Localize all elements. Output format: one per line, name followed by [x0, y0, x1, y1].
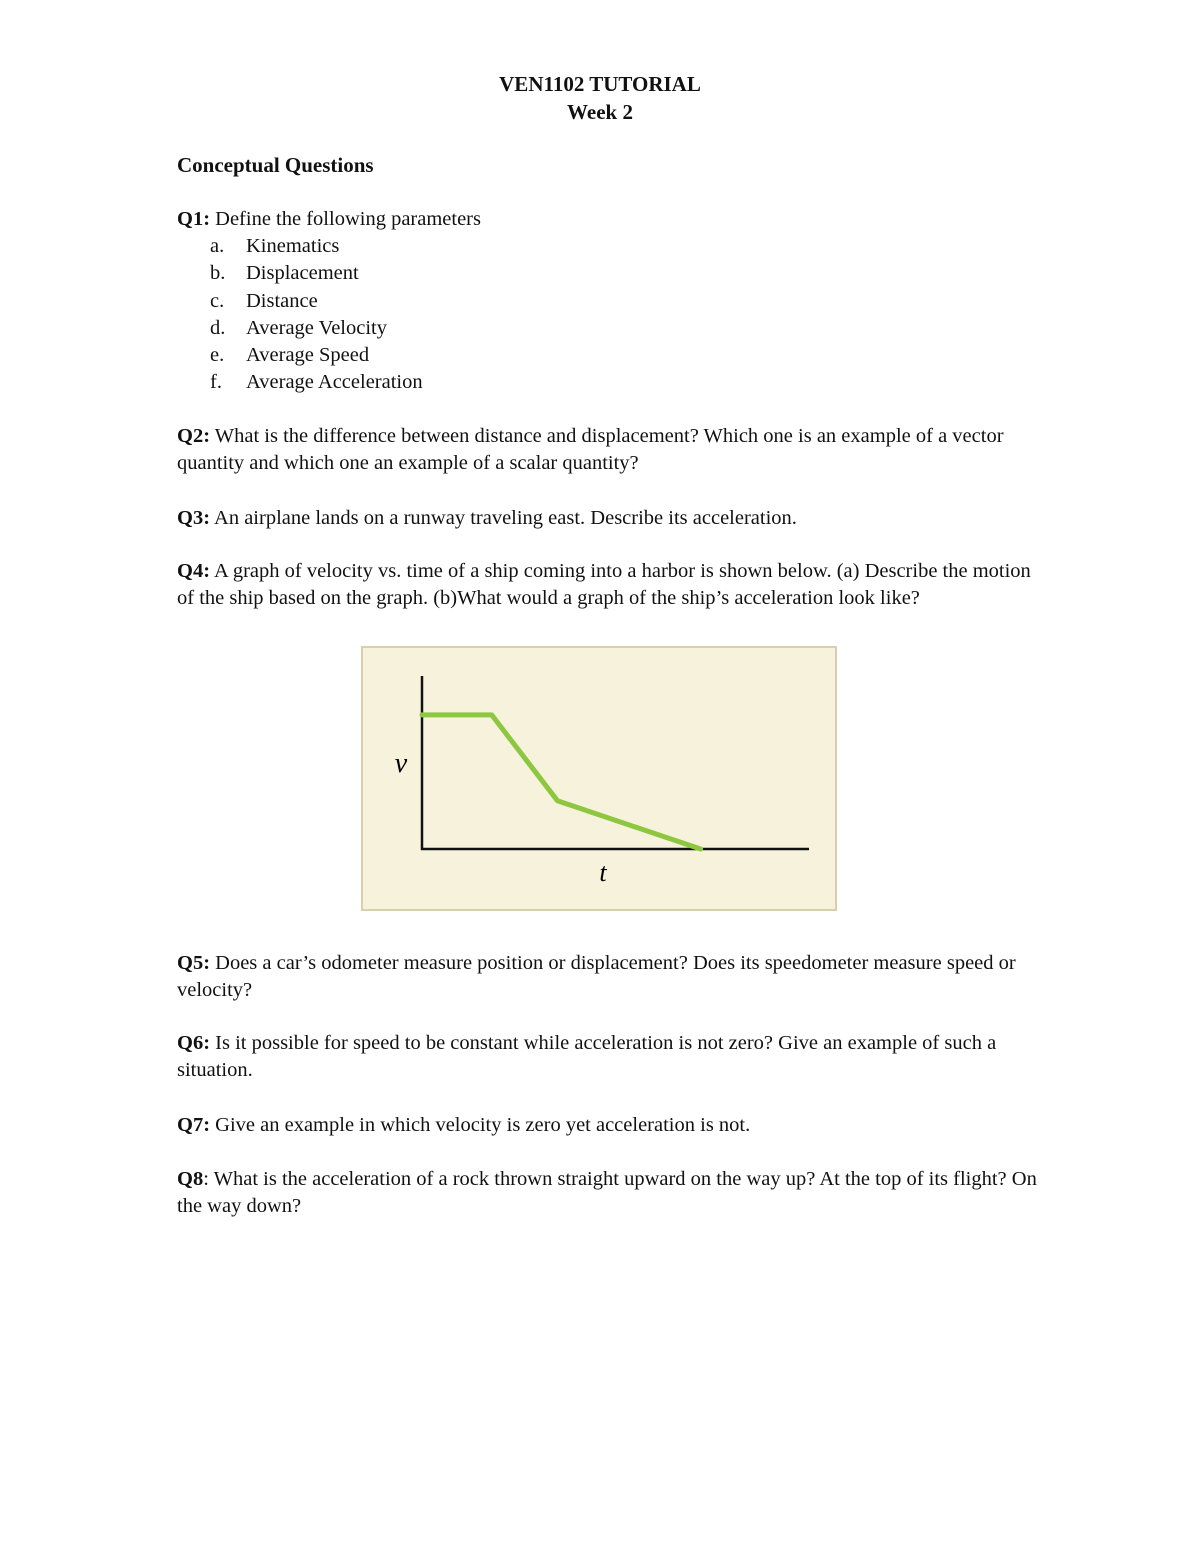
- y-axis-label: v: [394, 748, 408, 779]
- list-item-text: Displacement: [246, 262, 359, 285]
- question-text: Define the following parameters: [210, 208, 481, 230]
- list-item: [210, 233, 423, 260]
- list-item: [210, 369, 423, 396]
- list-marker: c.: [210, 289, 225, 312]
- list-item: [210, 315, 423, 342]
- question-8: [177, 1166, 1037, 1220]
- list-marker: a.: [210, 235, 225, 257]
- velocity-time-chart: [363, 648, 835, 909]
- document-subtitle: Week 2: [567, 100, 633, 124]
- question-text: A graph of velocity vs. time of a ship coming into a harbor is shown below. (a) Describe the motion of the ship based on the graph. (b)What would a graph of the ship’s acceleration look like?: [177, 560, 1031, 609]
- question-text: An airplane lands on a runway traveling east. Describe its acceleration.: [210, 507, 797, 529]
- list-item-text: Average Acceleration: [246, 371, 423, 394]
- question-label: Q2:: [177, 425, 211, 447]
- question-label: Q5:: [177, 952, 211, 974]
- x-axis-label: t: [599, 858, 607, 887]
- question-1: [177, 206, 1037, 233]
- question-label: Q3:: [177, 507, 211, 529]
- question-label: Q4:: [177, 560, 211, 582]
- question-text: Is it possible for speed to be constant while acceleration is not zero? Give an example of such a situation.: [177, 1032, 997, 1081]
- list-item: [210, 342, 423, 369]
- velocity-time-graph: [361, 646, 837, 911]
- list-item: [210, 260, 423, 287]
- question-2: [177, 423, 1037, 477]
- question-label: Q6:: [177, 1032, 211, 1054]
- question-text: : What is the acceleration of a rock thrown straight upward on the way up? At the top of its flight? On the way down?: [177, 1168, 1037, 1217]
- question-label: Q8: [177, 1168, 204, 1190]
- question-text: What is the difference between distance and displacement? Which one is an example of a vector quantity and which one an example of a scalar quantity?: [177, 425, 1004, 474]
- question-7: [177, 1112, 1037, 1139]
- parameter-list: [210, 233, 423, 397]
- question-label: Q7:: [177, 1114, 211, 1136]
- series-layer: [422, 715, 701, 849]
- list-item-text: Distance: [246, 289, 318, 312]
- list-marker: b.: [210, 262, 226, 285]
- question-text: Give an example in which velocity is zero yet acceleration is not.: [210, 1114, 751, 1136]
- section-title: Conceptual Questions: [177, 153, 374, 177]
- list-item-text: Kinematics: [246, 235, 340, 257]
- question-text: Does a car’s odometer measure position or displacement? Does its speedometer measure speed or velocity?: [177, 952, 1016, 1001]
- list-marker: e.: [210, 344, 225, 367]
- series-line-0: [422, 715, 701, 849]
- list-item-text: Average Velocity: [246, 316, 387, 339]
- list-marker: d.: [210, 316, 226, 339]
- list-item-text: Average Speed: [246, 344, 370, 367]
- document-title: VEN1102 TUTORIAL: [499, 72, 701, 96]
- question-6: [177, 1030, 1037, 1084]
- list-marker: f.: [210, 371, 222, 394]
- question-3: [177, 505, 1037, 532]
- question-4: [177, 558, 1037, 612]
- question-label: Q1:: [177, 208, 211, 230]
- list-item: [210, 288, 423, 315]
- question-5: [177, 950, 1037, 1004]
